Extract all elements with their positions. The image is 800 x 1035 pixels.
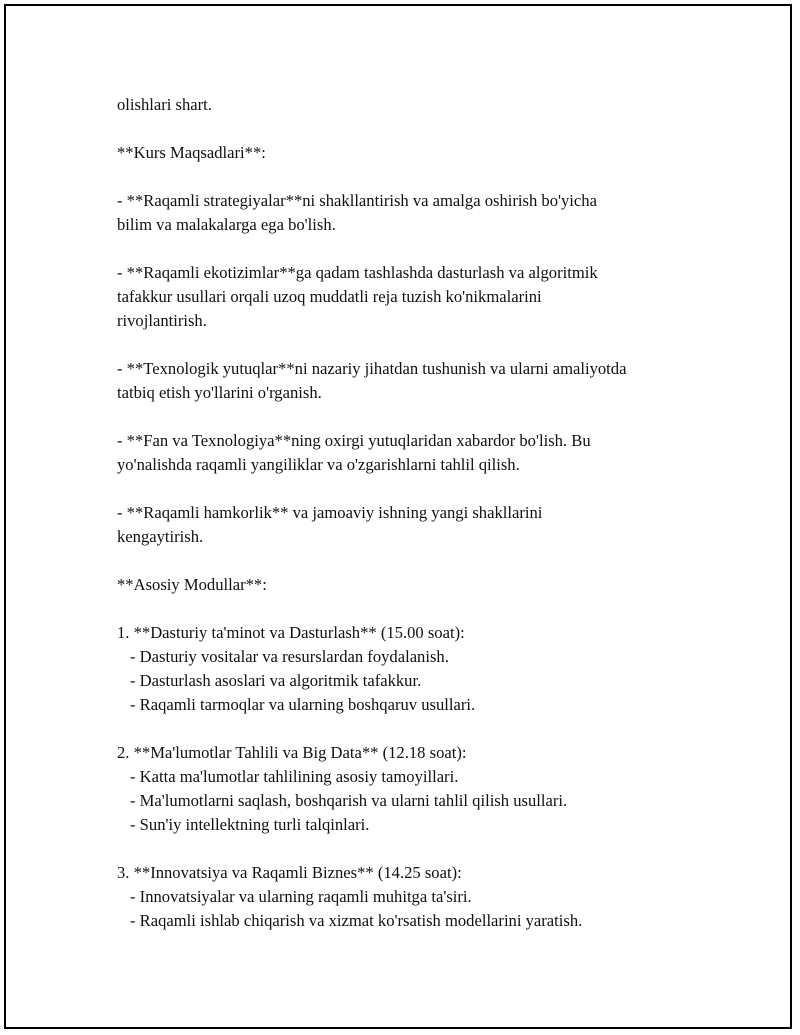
goal-item: - **Raqamli strategiyalar**ni shakllantirish va amalga oshirish bo'yicha bilim va malakalarga ega bo'lish. [117, 191, 597, 234]
goal-item: - **Raqamli ekotizimlar**ga qadam tashlashda dasturlash va algoritmik tafakkur usullari orqali uzoq muddatli reja tuzish ko'nikmalarini rivojlantirish. [117, 263, 598, 330]
intro-tail-text: olishlari shart. [117, 95, 212, 114]
module-subitem: - Innovatsiyalar va ularning raqamli muhitga ta'siri. [130, 887, 472, 906]
module-subitem: - Dasturiy vositalar va resurslardan foydalanish. [130, 647, 449, 666]
module-subitem: - Sun'iy intellektning turli talqinlari. [130, 815, 370, 834]
goal-item: - **Texnologik yutuqlar**ni nazariy jihatdan tushunish va ularni amaliyotda tatbiq etish yo'llarini o'rganish. [117, 359, 627, 402]
goal-item: - **Fan va Texnologiya**ning oxirgi yutuqlaridan xabardor bo'lish. Bu yo'nalishda raqamli yangiliklar va o'zgarishlarni tahlil qilish. [117, 431, 591, 474]
module-subitem: - Raqamli ishlab chiqarish va xizmat ko'rsatish modellarini yaratish. [130, 911, 583, 930]
module-subitem: - Katta ma'lumotlar tahlilining asosiy tamoyillari. [130, 767, 459, 786]
goals-heading: **Kurs Maqsadlari**: [117, 143, 266, 162]
module-title: 1. **Dasturiy ta'minot va Dasturlash** (15.00 soat): [117, 623, 465, 642]
document-body [117, 93, 717, 933]
module-title: 3. **Innovatsiya va Raqamli Biznes** (14.25 soat): [117, 863, 462, 882]
goal-item: - **Raqamli hamkorlik** va jamoaviy ishning yangi shakllarini kengaytirish. [117, 503, 543, 546]
module-subitem: - Ma'lumotlarni saqlash, boshqarish va ularni tahlil qilish usullari. [130, 791, 568, 810]
module-subitem: - Raqamli tarmoqlar va ularning boshqaruv usullari. [130, 695, 476, 714]
modules-heading: **Asosiy Modullar**: [117, 575, 267, 594]
module-title: 2. **Ma'lumotlar Tahlili va Big Data** (12.18 soat): [117, 743, 467, 762]
module-subitem: - Dasturlash asoslari va algoritmik tafakkur. [130, 671, 422, 690]
